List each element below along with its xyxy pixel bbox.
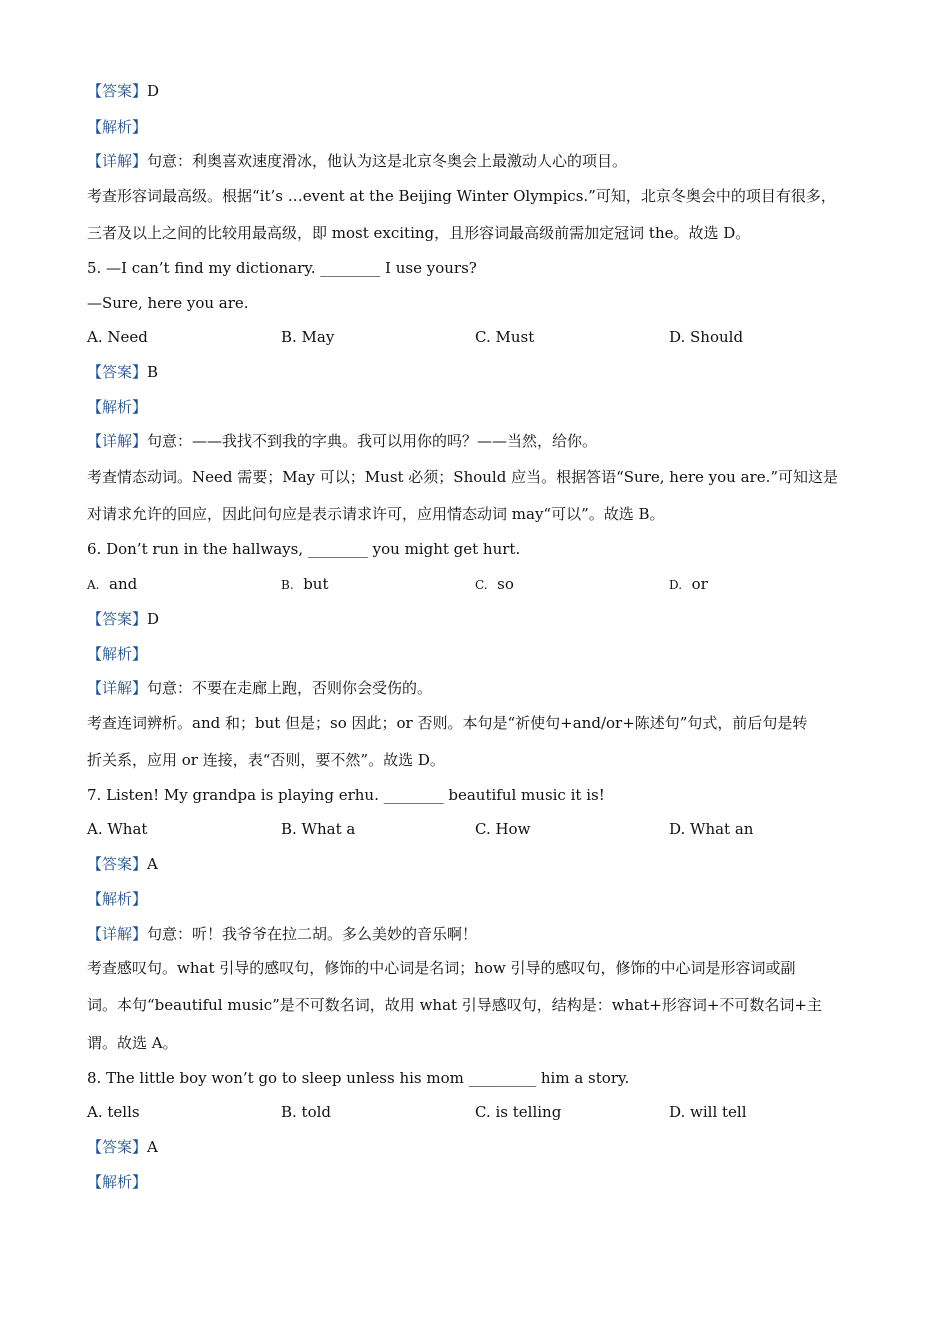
analysis-text: 三者及以上之间的比较用最高级，即 most exciting，且形容词最高级前需加定冠词 the。故选 D。: [87, 224, 751, 242]
analysis-heading: 【解析】: [87, 1173, 148, 1191]
option-d: D. Should: [669, 328, 744, 346]
option-c: C. is telling: [475, 1103, 562, 1121]
question-stem: 6. Don’t run in the hallways, ________ you might get hurt.: [87, 540, 521, 558]
answer-value: B: [147, 363, 159, 381]
analysis-heading: 【解析】: [87, 118, 148, 136]
analysis-heading: 【解析】: [87, 645, 148, 663]
answer-value: A: [147, 1138, 158, 1156]
answer-value: D: [147, 82, 160, 100]
question-stem: 7. Listen! My grandpa is playing erhu. ________ beautiful music it is!: [87, 786, 605, 804]
analysis-text: 考查感叹句。what 引导的感叹句，修饰的中心词是名词；how 引导的感叹句，修饰的中心词是形容词或副: [87, 959, 796, 977]
option-a: A. Need: [87, 328, 148, 346]
analysis-text: 折关系，应用 or 连接，表“否则，要不然”。故选 D。: [87, 751, 445, 769]
option-b: B. but: [281, 575, 329, 593]
analysis-text: 对请求允许的回应，因此问句应是表示请求许可，应用情态动词 may“可以”。故选 B。: [87, 505, 665, 523]
analysis-heading: 【解析】: [87, 890, 148, 908]
option-a: A. What: [87, 820, 148, 838]
option-c: C. so: [475, 575, 514, 593]
option-c: C. Must: [475, 328, 535, 346]
analysis-text: 谓。故选 A。: [87, 1034, 178, 1052]
question-stem: 5. —I can’t find my dictionary. ________ I use yours?: [87, 259, 477, 277]
option-d: D. What an: [669, 820, 754, 838]
detail-line: 【详解】句意：——我找不到我的字典。我可以用你的吗？——当然，给你。: [87, 432, 598, 450]
answer-line: 【答案】B: [87, 363, 159, 381]
detail-line: 【详解】句意：利奥喜欢速度滑冰，他认为这是北京冬奥会上最激动人心的项目。: [87, 152, 628, 170]
answer-value: A: [147, 855, 158, 873]
detail-text: 句意：——我找不到我的字典。我可以用你的吗？——当然，给你。: [147, 432, 598, 450]
option-b: B. What a: [281, 820, 356, 838]
option-c: C. How: [475, 820, 531, 838]
detail-text: 句意：不要在走廊上跑，否则你会受伤的。: [147, 679, 433, 697]
detail-line: 【详解】句意：听！我爷爷在拉二胡。多么美妙的音乐啊！: [87, 925, 478, 943]
option-d: D. will tell: [669, 1103, 747, 1121]
detail-text: 句意：利奥喜欢速度滑冰，他认为这是北京冬奥会上最激动人心的项目。: [147, 152, 628, 170]
answer-line: 【答案】A: [87, 1138, 158, 1156]
option-b: B. told: [281, 1103, 332, 1121]
answer-line: 【答案】D: [87, 82, 160, 100]
analysis-text: 考查连词辨析。and 和；but 但是；so 因此；or 否则。本句是“祈使句+and/or+陈述句”句式，前后句是转: [87, 714, 808, 732]
option-b: B. May: [281, 328, 335, 346]
analysis-text: 词。本句“beautiful music”是不可数名词，故用 what 引导感叹句，结构是：what+形容词+不可数名词+主: [87, 996, 822, 1014]
question-stem: 8. The little boy won’t go to sleep unless his mom _________ him a story.: [87, 1069, 630, 1087]
option-a: A. and: [87, 575, 138, 593]
answer-line: 【答案】A: [87, 855, 158, 873]
analysis-text: 考查形容词最高级。根据“it’s …event at the Beijing Winter Olympics.”可知，北京冬奥会中的项目有很多，: [87, 187, 836, 205]
answer-value: D: [147, 610, 160, 628]
analysis-text: 考查情态动词。Need 需要；May 可以；Must 必须；Should 应当。根据答语“Sure, here you are.”可知这是: [87, 468, 839, 486]
detail-line: 【详解】句意：不要在走廊上跑，否则你会受伤的。: [87, 679, 433, 697]
analysis-heading: 【解析】: [87, 398, 148, 416]
option-d: D. or: [669, 575, 708, 593]
question-reply: —Sure, here you are.: [87, 294, 249, 312]
option-a: A. tells: [87, 1103, 140, 1121]
answer-line: 【答案】D: [87, 610, 160, 628]
detail-text: 句意：听！我爷爷在拉二胡。多么美妙的音乐啊！: [147, 925, 478, 943]
